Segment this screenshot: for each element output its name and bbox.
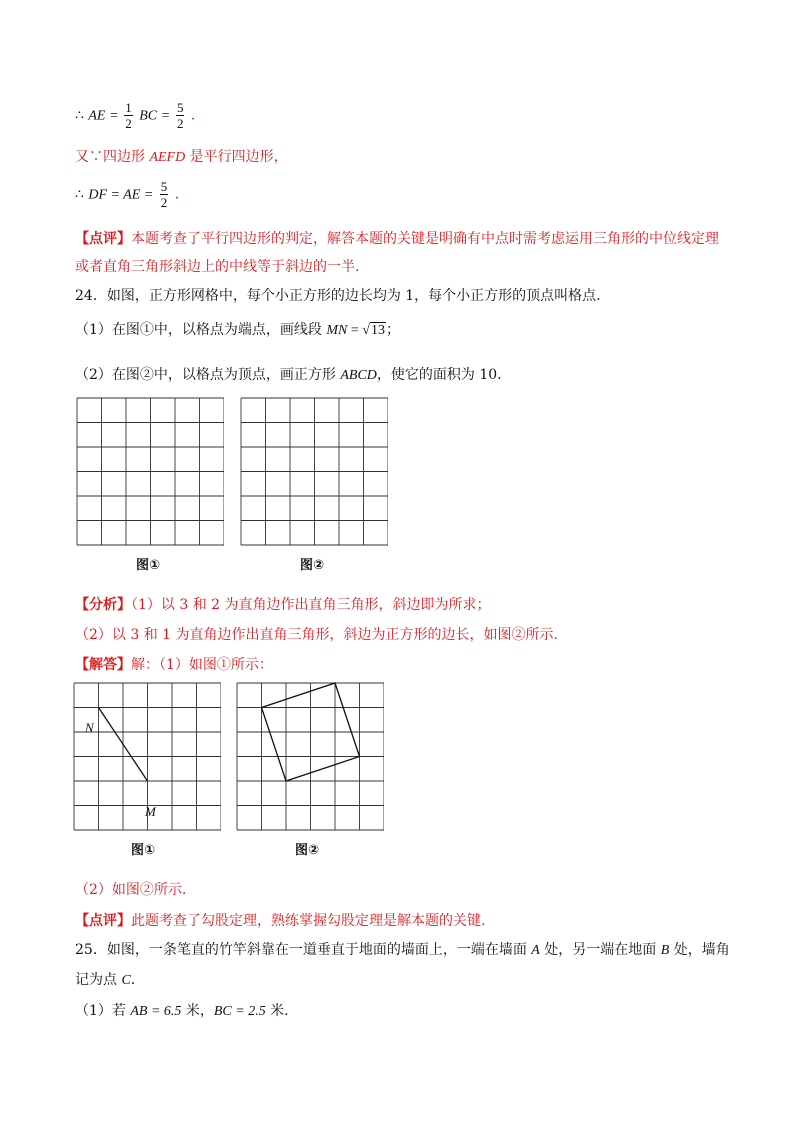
- figure-1-caption: 图①: [136, 558, 161, 573]
- answer-line-2: （2）如图②所示.: [75, 882, 187, 898]
- analysis-line-1: 【分析】（1）以 3 和 2 为直角边作出直角三角形，斜边即为所求；: [75, 597, 491, 613]
- question-25-stem-cont: 记为点 C.: [75, 972, 136, 988]
- conclusion-ae: ∴ AE = $\frac{1}{2}$ BC = $\frac{5}{2}$ .: [75, 100, 196, 131]
- answer-figure-2-caption: 图②: [295, 843, 320, 858]
- parallelogram-statement: 又∵四边形 AEFD 是平行四边形，: [75, 149, 288, 165]
- answer-figure-1-caption: 图①: [131, 843, 156, 858]
- analysis-line-2: （2）以 3 和 1 为直角边作出直角三角形，斜边为正方形的边长，如图②所示.: [75, 627, 558, 643]
- answer-figure-2-grid: [236, 682, 384, 832]
- question-25-part1: （1）若 AB = 6.5 米，BC = 2.5 米.: [75, 1003, 289, 1019]
- point-n-label: N: [85, 720, 94, 735]
- figure-2-grid: [240, 397, 388, 547]
- point-m-label: M: [145, 804, 156, 819]
- answer-line-1: 【解答】解：（1）如图①所示：: [75, 657, 273, 673]
- question-25-stem: 25．如图，一条笔直的竹竿斜靠在一道垂直于地面的墙面上，一端在墙面 A 处，另一端在地面 B 处，墙角: [75, 942, 730, 958]
- question-24-stem: 24．如图，正方形网格中，每个小正方形的边长均为 1，每个小正方形的顶点叫格点.: [75, 288, 601, 304]
- comment-paragraph-1-cont: 或者直角三角形斜边上的中线等于斜边的一半.: [75, 259, 360, 275]
- figure-1-grid: [76, 397, 224, 547]
- fraction-five-halves: $\frac{5}{2}$: [176, 100, 184, 131]
- comment-paragraph-2: 【点评】此题考查了勾股定理，熟练掌握勾股定理是解本题的关键.: [75, 913, 486, 929]
- question-24-part2: （2）在图②中，以格点为顶点，画正方形 ABCD，使它的面积为 10.: [75, 367, 502, 383]
- figure-2-caption: 图②: [300, 558, 325, 573]
- answer-figure-1-grid: [73, 682, 221, 832]
- fraction-one-half: $\frac{1}{2}$: [125, 100, 132, 131]
- conclusion-df: ∴ DF = AE = $\frac{5}{2}$ .: [75, 179, 180, 210]
- fraction-five-halves-2: $\frac{5}{2}$: [160, 179, 168, 210]
- comment-paragraph-1: 【点评】本题考查了平行四边形的判定，解答本题的关键是明确有中点时需考虑运用三角形的中位线定理: [75, 231, 719, 247]
- question-24-part1: （1）在图①中，以格点为端点，画线段 MN = √13；: [75, 322, 400, 338]
